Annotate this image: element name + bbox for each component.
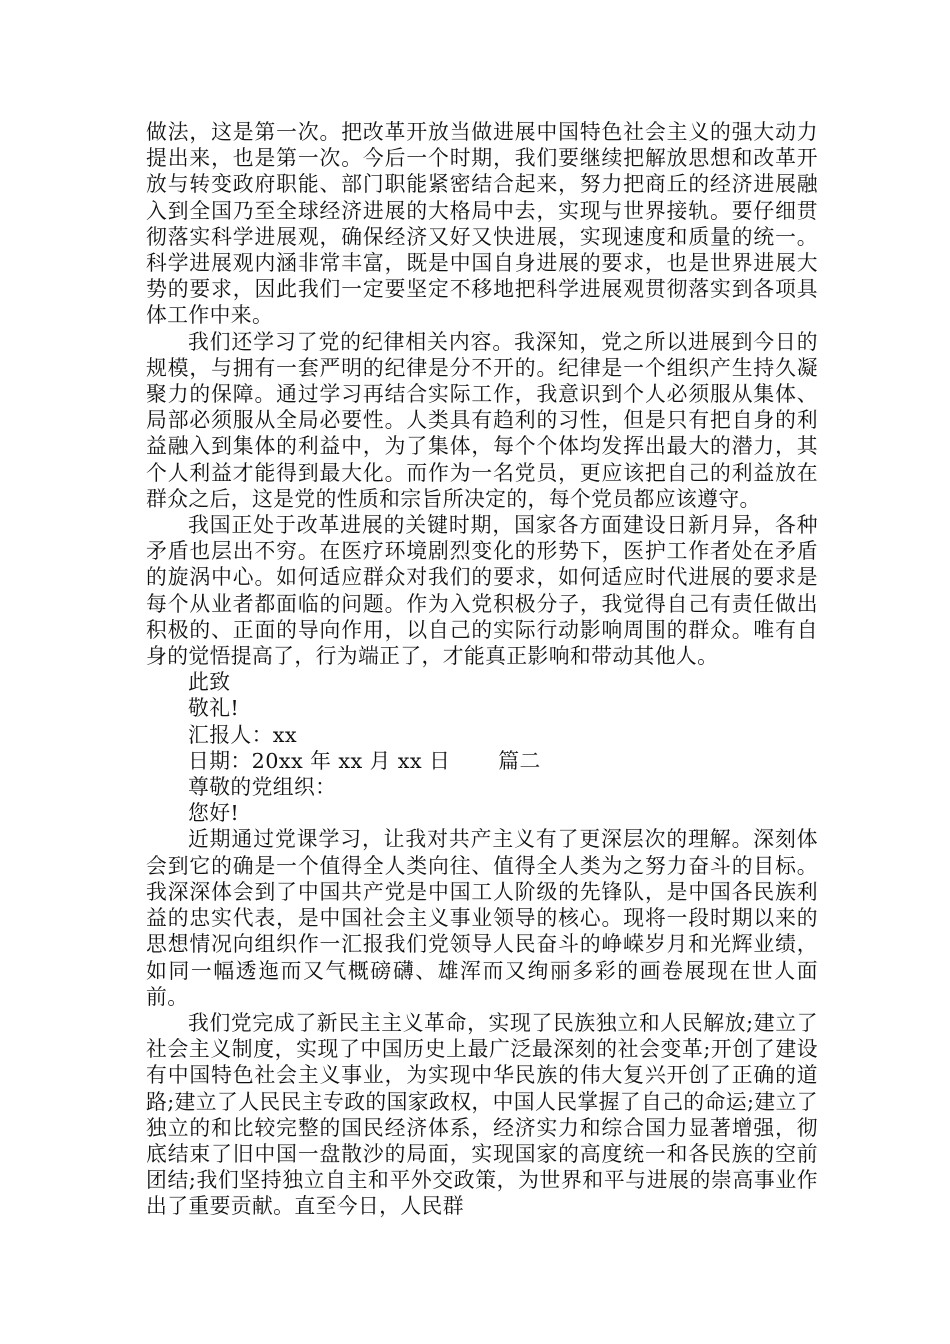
closing-respect: 敬礼! (188, 696, 240, 721)
letter-addressee: 尊敬的党组织： (188, 775, 337, 800)
paragraph-reform: 做法，这是第一次。把改革开放当做进展中国特色社会主义的强大动力提出来，也是第一次。今后一个时期，我们要继续把解放思想和改革开放与转变政府职能、部门职能紧密结合起来，努力把商丘的经济进展融入到全国乃至全球经济进展的大格局中去，实现与世界接轨。要仔细贯彻落实科学进展观，确保经济又好又快进展，实现速度和质量的统一。科学进展观内涵非常丰富，既是中国自身进展的要求，也是世界进展大势的要求，因此我们一定要坚定不移地把科学进展观贯彻落实到各项具体工作中来。 (146, 120, 818, 328)
paragraph-discipline: 我们还学习了党的纪律相关内容。我深知，党之所以进展到今日的规模，与拥有一套严明的纪律是分不开的。纪律是一个组织产生持久凝聚力的保障。通过学习再结合实际工作，我意识到个人必须服从集体、局部必须服从全局必要性。人类具有趋利的习性，但是只有把自身的利益融入到集体的利益中，为了集体，每个个体均发挥出最大的潜力，其个人利益才能得到最大化。而作为一名党员，更应该把自己的利益放在群众之后，这是党的性质和宗旨所决定的，每个党员都应该遵守。 (146, 329, 818, 511)
reporter-name: 汇报人：xx (188, 722, 298, 747)
paragraph-communism: 近期通过党课学习，让我对共产主义有了更深层次的理解。深刻体会到它的确是一个值得全人类向往、值得全人类为之努力奋斗的目标。我深深体会到了中国共产党是中国工人阶级的先锋队，是中国各民族利益的忠实代表，是中国社会主义事业领导的核心。现将一段时期以来的思想情况向组织作一汇报我们党领导人民奋斗的峥嵘岁月和光辉业绩，如同一幅透迤而又气概磅礴、雄浑而又绚丽多彩的画卷展现在世人面前。 (146, 827, 818, 1009)
paragraph-medical: 我国正处于改革进展的关键时期，国家各方面建设日新月异，各种矛盾也层出不穷。在医疗环境剧烈变化的形势下，医护工作者处在矛盾的旋涡中心。如何适应群众对我们的要求，如何适应时代进展的要求是每个从业者都面临的问题。作为入党积极分子，我觉得自己有责任做出积极的、正面的导向作用，以自己的实际行动影响周围的群众。唯有自身的觉悟提高了，行为端正了，才能真正影响和带动其他人。 (146, 513, 818, 669)
date-line (146, 748, 818, 774)
document-page (146, 119, 818, 1220)
closing-salutation: 此致 (188, 670, 231, 695)
section-label: 篇二 (498, 748, 541, 773)
report-date: 日期：20xx 年 xx 月 xx 日 (188, 748, 451, 773)
paragraph-achievements: 我们党完成了新民主主义革命，实现了民族独立和人民解放;建立了社会主义制度，实现了中国历史上最广泛最深刻的社会变革;开创了建设有中国特色社会主义事业，为实现中华民族的伟大复兴开创了正确的道路;建立了人民民主专政的国家政权，中国人民掌握了自己的命运;建立了独立的和比较完整的国民经济体系，经济实力和综合国力显著增强，彻底结束了旧中国一盘散沙的局面，实现国家的高度统一和各民族的空前团结;我们坚持独立自主和平外交政策，为世界和平与进展的崇高事业作出了重要贡献。直至今日，人民群 (146, 1010, 818, 1219)
letter-greeting: 您好! (188, 801, 240, 826)
